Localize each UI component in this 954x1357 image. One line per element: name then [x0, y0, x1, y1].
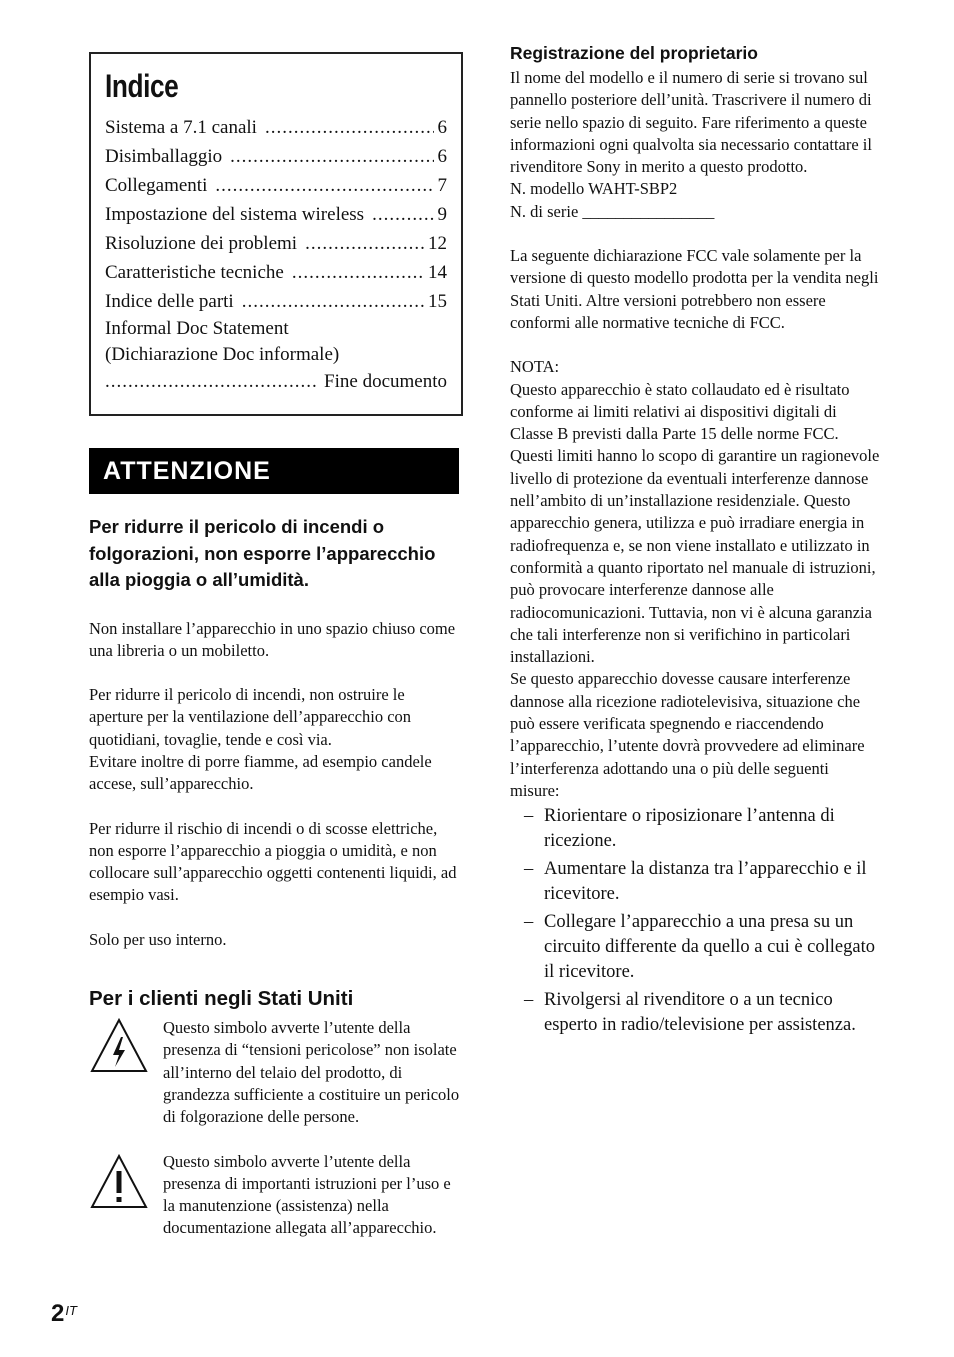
toc-entry-label: Impostazione del sistema wireless: [105, 204, 365, 225]
owner-registration-heading: Registrazione del proprietario: [510, 43, 758, 63]
table-of-contents: [89, 52, 463, 416]
fcc-note-label: NOTA:: [510, 357, 560, 377]
toc-entry-page: 14: [428, 262, 447, 283]
toc-entry[interactable]: [105, 142, 447, 171]
toc-entry-last[interactable]: [105, 316, 447, 396]
toc-leader: [372, 200, 433, 229]
warning-paragraph: Non installare l’apparecchio in uno spazio chiuso come una libreria o un mobiletto.: [89, 618, 456, 660]
toc-leader: [305, 229, 424, 258]
toc-entry-page: 12: [428, 233, 447, 254]
serial-number-line: N. di serie ________________: [510, 201, 715, 221]
symbol-exclamation-text: Questo simbolo avverte l’utente della presenza di importanti istruzioni per l’uso e la manutenzione (assistenza) nella documentazione allegata all’apparecchio.: [163, 1151, 451, 1238]
toc-entry[interactable]: [105, 171, 447, 200]
warning-banner: [89, 448, 459, 494]
warning-banner-title: ATTENZIONE: [103, 456, 271, 485]
toc-entry-page: 9: [437, 204, 447, 225]
symbol-lightning-text: Questo simbolo avverte l’utente della presenza di “tensioni pericolose” non isolate all’interno del telaio del prodotto, di grandezza sufficiente a costituire un pericolo di folgorazione delle persone.: [163, 1018, 460, 1127]
model-number-line: N. modello WAHT-SBP2: [510, 179, 678, 199]
toc-entry-label: Indice delle parti: [105, 291, 234, 312]
page-number: [51, 1300, 77, 1328]
toc-leader: [292, 258, 424, 287]
page-language-code: IT: [65, 1303, 77, 1318]
toc-entry-page: Fine documento: [324, 371, 447, 392]
toc-entry[interactable]: [105, 287, 447, 316]
toc-leader: [105, 368, 318, 396]
toc-entry-page: 6: [437, 117, 447, 138]
warning-paragraph: Evitare inoltre di porre fiamme, ad esempio candele accese, sull’apparecchio.: [89, 751, 432, 794]
toc-title: Indice: [105, 68, 179, 104]
list-item: – Aumentare la distanza tra l’apparecchio e il ricevitore.: [524, 859, 867, 905]
fcc-note-text: Questo apparecchio è stato collaudato ed è risultato conforme ai limiti relativi ai dispositivi digitali di Classe B previsti dalla Parte 15 delle norme FCC. Questi limiti hanno lo scopo di garantire un ragionevole livello di protezione da eventuali interferenze dannose nell’ambito di un’installazione residenziale. Questo apparecchio genera, utilizza e può irradiare energia in radiofrequenza e, se non viene installato e utilizzato in conformità a quanto riportato nel manuale di istruzioni, può provocare interferenze dannose alle radiocomunicazioni. Tuttavia, non vi è alcuna garanzia che tali interferenze non si verifichino in particolari installazioni.: [510, 379, 880, 667]
warning-paragraph: Per ridurre il rischio di incendi o di scosse elettriche, non esporre l’apparecchio a pioggia o umidità, e non collocare sull’apparecchio oggetti contenenti liquidi, ad esempio vasi.: [89, 818, 457, 905]
fcc-intro: La seguente dichiarazione FCC vale solamente per la versione di questo modello prodotta per la vendita negli Stati Uniti. Altre versioni potrebbero non essere conformi alle normative tecniche di FCC.: [510, 246, 879, 332]
toc-entry[interactable]: [105, 200, 447, 229]
toc-entry[interactable]: [105, 229, 447, 258]
symbol-lightning-row: [89, 1017, 461, 1128]
warning-bold-text: Per ridurre il pericolo di incendi o folgorazioni, non esporre l’apparecchio alla pioggia o all’umidità.: [89, 516, 436, 590]
fcc-measures-list: [510, 804, 882, 1038]
toc-leader: [230, 142, 433, 171]
list-item: – Riorientare o riposizionare l’antenna di ricezione.: [524, 806, 835, 852]
toc-leader: [242, 287, 424, 316]
lightning-warning-icon: [89, 1017, 163, 1080]
toc-entry-label: Risoluzione dei problemi: [105, 233, 298, 254]
toc-entry-label: Caratteristiche tecniche: [105, 262, 284, 283]
toc-entry[interactable]: [105, 258, 447, 287]
toc-entry-label: Disimballaggio: [105, 146, 223, 167]
list-item: – Rivolgersi al rivenditore o a un tecnico esperto in radio/televisione per assistenza.: [524, 990, 856, 1036]
toc-entry-label: Informal Doc Statement: [105, 318, 289, 339]
warning-paragraph: Per ridurre il pericolo di incendi, non ostruire le aperture per la ventilazione dell’apparecchio con quotidiani, tovaglie, tende e così via.: [89, 685, 412, 749]
page-number-value: 2: [51, 1300, 65, 1327]
right-column: [510, 43, 882, 1041]
toc-entry-page: 15: [428, 291, 447, 312]
warning-paragraph: Solo per uso interno.: [89, 929, 227, 949]
toc-entry-page: 6: [437, 146, 447, 167]
toc-leader: [215, 171, 433, 200]
symbol-exclamation-row: [89, 1151, 461, 1240]
fcc-measures-intro: Se questo apparecchio dovesse causare interferenze dannose alla ricezione radiotelevisiva, situazione che può essere verificata spegnendo e riaccendendo l’apparecchio, l’utente dovrà provvedere ad eliminare l’interferenza adottando una o più delle seguenti misure:: [510, 669, 865, 800]
owner-registration-text: Il nome del modello e il numero di serie si trovano sul pannello posteriore dell’unità. Trascrivere il numero di serie nello spazio di seguito. Fare riferimento a queste informazioni ogni qualvolta sia necessario contattare il rivenditore Sony in merito a questo prodotto.: [510, 68, 872, 177]
exclamation-warning-icon: [89, 1151, 163, 1216]
toc-entry-label-line2: (Dichiarazione Doc informale): [105, 344, 340, 365]
us-customers-heading: Per i clienti negli Stati Uniti: [89, 987, 354, 1011]
toc-entry-label: Collegamenti: [105, 175, 208, 196]
toc-entry-page: 7: [437, 175, 447, 196]
toc-leader: [265, 113, 434, 142]
left-column: [89, 52, 461, 1240]
list-item: – Collegare l’apparecchio a una presa su un circuito differente da quello a cui è collegato il ricevitore.: [524, 912, 875, 983]
toc-entry[interactable]: [105, 113, 447, 142]
toc-entry-label: Sistema a 7.1 canali: [105, 117, 257, 138]
